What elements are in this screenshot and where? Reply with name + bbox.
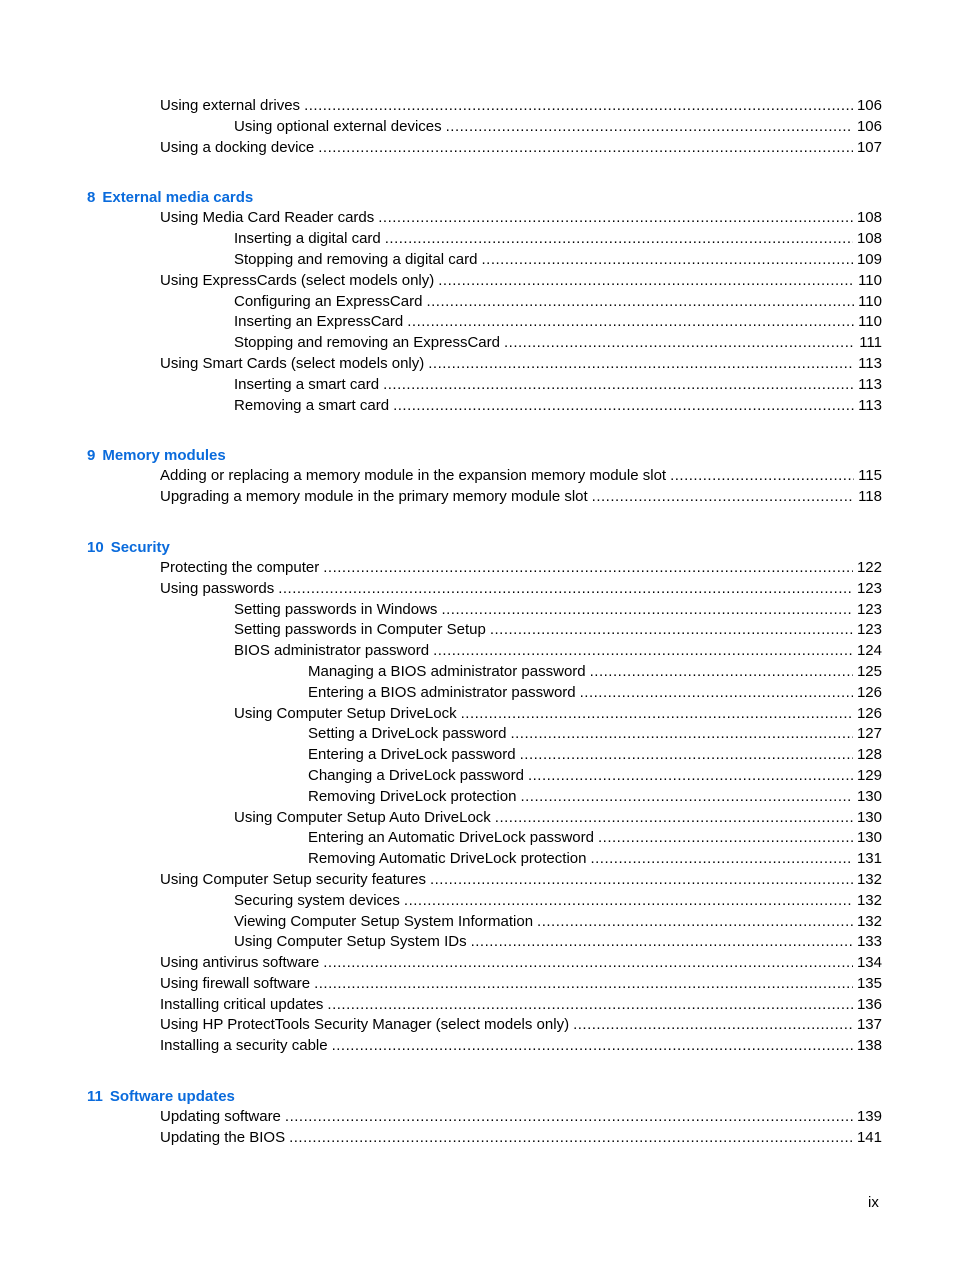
dot-leader (670, 466, 854, 487)
toc-entry-page: 110 (858, 271, 882, 289)
toc-entry-label: Installing critical updates (160, 995, 324, 1013)
chapter-heading[interactable] (0, 187, 954, 208)
page-number: ix (868, 1194, 879, 1211)
toc-entry-label: Adding or replacing a memory module in the expansion memory module slot (160, 467, 667, 485)
toc-entry-label: Upgrading a memory module in the primary memory module slot (160, 488, 588, 506)
toc-entry-label: Entering an Automatic DriveLock password (308, 829, 594, 847)
dot-leader (404, 891, 853, 912)
dot-leader (573, 1015, 853, 1036)
toc-entry-page: 139 (856, 1108, 882, 1126)
toc-entry[interactable] (0, 912, 882, 933)
dot-leader (385, 229, 853, 250)
toc-entry-label: Setting passwords in Windows (234, 600, 438, 618)
toc-entry-page: 128 (856, 746, 882, 764)
dot-leader (495, 808, 853, 829)
toc-chapter (0, 187, 954, 416)
dot-leader (285, 1107, 853, 1128)
toc-entry-page: 131 (856, 850, 882, 868)
toc-entry-page: 127 (856, 725, 882, 743)
toc-entry-label: Entering a BIOS administrator password (308, 683, 576, 701)
dot-leader (590, 849, 853, 870)
dot-leader (304, 96, 853, 117)
toc-entry-page: 132 (856, 891, 882, 909)
toc-entry[interactable] (0, 1107, 882, 1128)
toc-entry-page: 141 (856, 1128, 882, 1146)
toc-page (0, 96, 954, 1149)
toc-entry[interactable] (0, 208, 882, 229)
toc-entry[interactable] (0, 1036, 882, 1057)
dot-leader (289, 1128, 853, 1149)
toc-entry[interactable] (0, 787, 882, 808)
toc-entry[interactable] (0, 995, 882, 1016)
toc-continued-section (0, 96, 954, 158)
toc-entry-page: 130 (856, 808, 882, 826)
dot-leader (426, 292, 854, 313)
toc-entry-label: Updating software (160, 1108, 281, 1126)
toc-chapters (0, 187, 954, 1148)
dot-leader (528, 766, 853, 787)
toc-entry-label: Using Media Card Reader cards (160, 209, 375, 227)
toc-entry-page: 134 (856, 954, 882, 972)
dot-leader (590, 662, 853, 683)
dot-leader (323, 558, 853, 579)
toc-entry[interactable] (0, 466, 882, 487)
toc-entry-label: Removing DriveLock protection (308, 787, 517, 805)
toc-entry-label: Setting a DriveLock password (308, 725, 507, 743)
dot-leader (510, 724, 853, 745)
toc-entry-page: 113 (858, 396, 882, 414)
dot-leader (471, 932, 853, 953)
toc-entry[interactable] (0, 600, 882, 621)
toc-entry[interactable] (0, 891, 882, 912)
dot-leader (332, 1036, 853, 1057)
dot-leader (327, 995, 853, 1016)
toc-entry[interactable] (0, 558, 882, 579)
toc-entry[interactable] (0, 312, 882, 333)
toc-entry-label: Using firewall software (160, 974, 311, 992)
toc-entry[interactable] (0, 138, 882, 159)
toc-entry-label: Viewing Computer Setup System Information (234, 912, 534, 930)
chapter-heading[interactable] (0, 1086, 954, 1107)
toc-entry-label: Changing a DriveLock password (308, 766, 524, 784)
toc-entry[interactable] (0, 292, 882, 313)
dot-leader (383, 375, 854, 396)
toc-entry[interactable] (0, 932, 882, 953)
toc-entry-label: Using HP ProtectTools Security Manager (select models only) (160, 1016, 570, 1034)
chapter-number: 10 (87, 538, 104, 556)
toc-entry[interactable] (0, 250, 882, 271)
toc-entry-label: Using Computer Setup security features (160, 870, 426, 888)
toc-entry-page: 132 (856, 870, 882, 888)
toc-entry[interactable] (0, 974, 882, 995)
dot-leader (537, 912, 853, 933)
chapter-title: Software updates (109, 1088, 235, 1106)
toc-entry[interactable] (0, 1015, 882, 1036)
toc-entry-label: Securing system devices (234, 891, 400, 909)
toc-entry-label: Inserting a digital card (234, 230, 381, 248)
dot-leader (504, 333, 854, 354)
toc-entry-page: 132 (856, 912, 882, 930)
toc-entry-page: 113 (858, 354, 882, 372)
toc-entry-page: 124 (856, 642, 882, 660)
toc-entry-page: 122 (856, 558, 882, 576)
toc-chapter (0, 537, 954, 1057)
toc-entry-page: 123 (856, 600, 882, 618)
toc-entry-label: Stopping and removing a digital card (234, 250, 478, 268)
dot-leader (592, 487, 854, 508)
toc-entry[interactable] (0, 724, 882, 745)
toc-entry[interactable] (0, 808, 882, 829)
chapter-heading[interactable] (0, 445, 954, 466)
toc-entry-label: Using optional external devices (234, 117, 442, 135)
toc-entry-label: Protecting the computer (160, 558, 320, 576)
toc-entry-page: 118 (858, 488, 882, 506)
dot-leader (490, 620, 853, 641)
toc-entry-page: 113 (858, 375, 882, 393)
toc-entry[interactable] (0, 375, 882, 396)
toc-entry[interactable] (0, 704, 882, 725)
toc-entry-page: 133 (856, 933, 882, 951)
dot-leader (461, 704, 853, 725)
dot-leader (430, 870, 853, 891)
toc-entry-page: 137 (856, 1016, 882, 1034)
toc-entry-page: 115 (858, 467, 882, 485)
dot-leader (278, 579, 853, 600)
toc-chapter (0, 1086, 954, 1149)
dot-leader (520, 787, 853, 808)
toc-entry-page: 108 (856, 209, 882, 227)
dot-leader (378, 208, 853, 229)
dot-leader (441, 600, 853, 621)
toc-entry-page: 108 (856, 230, 882, 248)
chapter-number: 9 (87, 447, 96, 465)
toc-entry-page: 136 (856, 995, 882, 1013)
toc-entry-page: 123 (856, 621, 882, 639)
dot-leader (318, 138, 853, 159)
dot-leader (520, 745, 853, 766)
dot-leader (314, 974, 853, 995)
toc-entry-label: Using Smart Cards (select models only) (160, 354, 425, 372)
toc-entry-label: Using passwords (160, 579, 275, 597)
toc-entry-label: Removing Automatic DriveLock protection (308, 850, 587, 868)
toc-entry[interactable] (0, 579, 882, 600)
toc-entry[interactable] (0, 683, 882, 704)
toc-entry-label: BIOS administrator password (234, 642, 430, 660)
toc-entry[interactable] (0, 745, 882, 766)
toc-entry[interactable] (0, 396, 882, 417)
toc-entry[interactable] (0, 117, 882, 138)
toc-entry-page: 126 (856, 683, 882, 701)
toc-entry[interactable] (0, 487, 882, 508)
toc-entry-page: 109 (856, 250, 882, 268)
toc-entry-label: Entering a DriveLock password (308, 746, 516, 764)
toc-entry-label: Using Computer Setup System IDs (234, 933, 467, 951)
toc-entry[interactable] (0, 1128, 882, 1149)
toc-entry-label: Configuring an ExpressCard (234, 292, 423, 310)
toc-entry-label: Using a docking device (160, 138, 315, 156)
toc-entry[interactable] (0, 271, 882, 292)
toc-entry[interactable] (0, 354, 882, 375)
dot-leader (407, 312, 854, 333)
toc-entry-label: Managing a BIOS administrator password (308, 662, 586, 680)
toc-entry-label: Using Computer Setup Auto DriveLock (234, 808, 491, 826)
toc-entry-label: Using Computer Setup DriveLock (234, 704, 457, 722)
toc-entry-page: 110 (858, 313, 882, 331)
toc-entry-label: Using ExpressCards (select models only) (160, 271, 435, 289)
toc-entry[interactable] (0, 849, 882, 870)
toc-entry-label: Removing a smart card (234, 396, 390, 414)
toc-entry-page: 106 (856, 117, 882, 135)
dot-leader (433, 641, 853, 662)
dot-leader (580, 683, 853, 704)
toc-entry-page: 130 (856, 787, 882, 805)
toc-entry-label: Inserting a smart card (234, 375, 380, 393)
toc-entry-page: 126 (856, 704, 882, 722)
toc-entry[interactable] (0, 870, 882, 891)
toc-entry[interactable] (0, 766, 882, 787)
toc-entry[interactable] (0, 96, 882, 117)
toc-entry-label: Stopping and removing an ExpressCard (234, 334, 500, 352)
dot-leader (393, 396, 854, 417)
toc-entry-label: Updating the BIOS (160, 1128, 286, 1146)
toc-entry[interactable] (0, 828, 882, 849)
toc-entry[interactable] (0, 333, 882, 354)
chapter-title: Security (110, 538, 170, 556)
toc-entry-label: Using external drives (160, 97, 301, 114)
chapter-title: Memory modules (102, 447, 226, 465)
toc-entry-page: 130 (856, 829, 882, 847)
toc-entry[interactable] (0, 953, 882, 974)
toc-chapter (0, 445, 954, 508)
toc-entry-page: 138 (856, 1037, 882, 1055)
toc-entry-page: 123 (856, 579, 882, 597)
toc-entry[interactable] (0, 641, 882, 662)
dot-leader (598, 828, 853, 849)
chapter-heading[interactable] (0, 537, 954, 558)
toc-entry[interactable] (0, 662, 882, 683)
toc-entry[interactable] (0, 229, 882, 250)
toc-entry-page: 106 (856, 97, 882, 114)
toc-entry-page: 111 (859, 334, 882, 352)
toc-entry-label: Using antivirus software (160, 954, 320, 972)
chapter-number: 8 (87, 189, 96, 207)
toc-entry-label: Setting passwords in Computer Setup (234, 621, 486, 639)
dot-leader (482, 250, 853, 271)
chapter-number: 11 (87, 1088, 103, 1106)
dot-leader (323, 953, 853, 974)
toc-entry-page: 107 (856, 138, 882, 156)
toc-entry-page: 110 (858, 292, 882, 310)
toc-entry-label: Installing a security cable (160, 1037, 328, 1055)
dot-leader (428, 354, 854, 375)
toc-entry[interactable] (0, 620, 882, 641)
toc-entry-page: 125 (856, 662, 882, 680)
chapter-title: External media cards (102, 189, 254, 207)
toc-entry-page: 129 (856, 766, 882, 784)
toc-entry-label: Inserting an ExpressCard (234, 313, 404, 331)
toc-entry-page: 135 (856, 974, 882, 992)
dot-leader (446, 117, 853, 138)
dot-leader (438, 271, 854, 292)
